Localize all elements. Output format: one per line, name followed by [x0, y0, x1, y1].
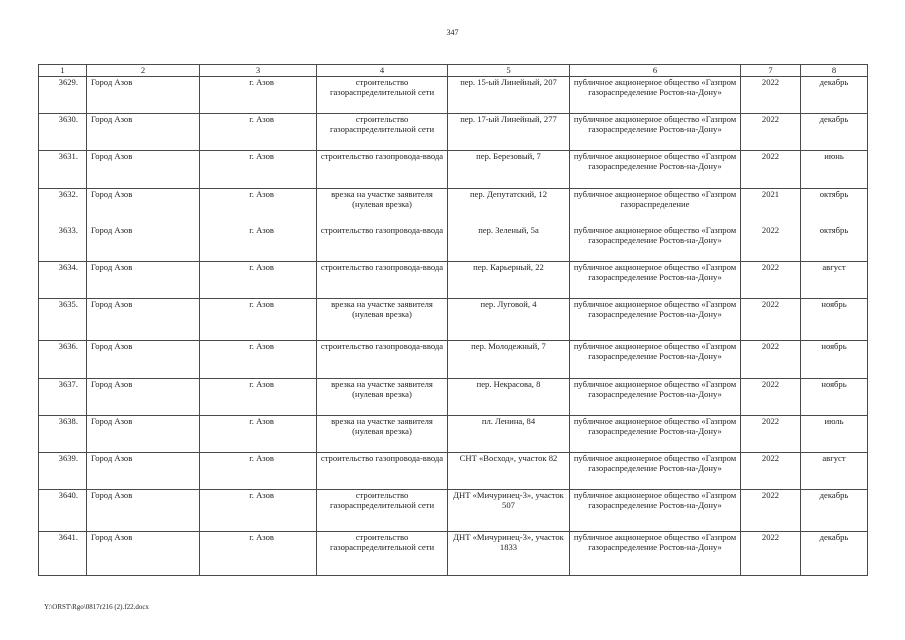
header-cell: 2: [87, 65, 200, 77]
month-cell: октябрь: [801, 189, 868, 225]
work-cell: врезка на участке заявителя (нулевая врезка): [317, 416, 448, 453]
month-cell: ноябрь: [801, 299, 868, 341]
month-cell: июль: [801, 416, 868, 453]
table-row: [39, 299, 868, 341]
locality-cell: г. Азов: [200, 299, 317, 341]
table-row: [39, 416, 868, 453]
header-cell: 1: [39, 65, 87, 77]
table-row: [39, 379, 868, 416]
header-cell: 4: [317, 65, 448, 77]
organization-cell: публичное акционерное общество «Газпром газораспределение Ростов-на-Дону»: [570, 114, 741, 151]
year-cell: 2022: [741, 225, 801, 262]
address-cell: пер. Некрасова, 8: [448, 379, 570, 416]
municipality-cell: Город Азов: [87, 299, 200, 341]
address-cell: ДНТ «Мичуринец-3», участок 507: [448, 490, 570, 532]
organization-cell: публичное акционерное общество «Газпром газораспределение: [570, 189, 741, 225]
data-table: [38, 64, 868, 576]
locality-cell: г. Азов: [200, 114, 317, 151]
year-cell: 2021: [741, 189, 801, 225]
month-cell: декабрь: [801, 490, 868, 532]
year-cell: 2022: [741, 532, 801, 576]
organization-cell: публичное акционерное общество «Газпром газораспределение Ростов-на-Дону»: [570, 299, 741, 341]
address-cell: пер. Карьерный, 22: [448, 262, 570, 299]
row-number: 3638.: [39, 416, 87, 453]
month-cell: июнь: [801, 151, 868, 189]
address-cell: пер. 15-ый Линейный, 207: [448, 77, 570, 114]
organization-cell: публичное акционерное общество «Газпром газораспределение Ростов-на-Дону»: [570, 453, 741, 490]
organization-cell: публичное акционерное общество «Газпром газораспределение Ростов-на-Дону»: [570, 416, 741, 453]
table-row: [39, 151, 868, 189]
header-cell: 5: [448, 65, 570, 77]
month-cell: ноябрь: [801, 341, 868, 379]
row-number: 3637.: [39, 379, 87, 416]
month-cell: август: [801, 453, 868, 490]
year-cell: 2022: [741, 379, 801, 416]
work-cell: врезка на участке заявителя (нулевая врезка): [317, 299, 448, 341]
row-number: 3633.: [39, 225, 87, 262]
table-row: [39, 532, 868, 576]
work-cell: строительство газопровода-ввода: [317, 225, 448, 262]
table-row: [39, 262, 868, 299]
locality-cell: г. Азов: [200, 490, 317, 532]
header-cell: 3: [200, 65, 317, 77]
municipality-cell: Город Азов: [87, 379, 200, 416]
year-cell: 2022: [741, 151, 801, 189]
municipality-cell: Город Азов: [87, 416, 200, 453]
row-number: 3630.: [39, 114, 87, 151]
municipality-cell: Город Азов: [87, 225, 200, 262]
page-number: 347: [446, 28, 459, 37]
month-cell: декабрь: [801, 532, 868, 576]
header-cell: 7: [741, 65, 801, 77]
table-row: [39, 77, 868, 114]
row-number: 3631.: [39, 151, 87, 189]
row-number: 3634.: [39, 262, 87, 299]
work-cell: строительство газораспределительной сети: [317, 490, 448, 532]
organization-cell: публичное акционерное общество «Газпром газораспределение Ростов-на-Дону»: [570, 151, 741, 189]
year-cell: 2022: [741, 262, 801, 299]
month-cell: октябрь: [801, 225, 868, 262]
organization-cell: публичное акционерное общество «Газпром газораспределение Ростов-на-Дону»: [570, 490, 741, 532]
year-cell: 2022: [741, 299, 801, 341]
locality-cell: г. Азов: [200, 189, 317, 225]
organization-cell: публичное акционерное общество «Газпром газораспределение Ростов-на-Дону»: [570, 77, 741, 114]
organization-cell: публичное акционерное общество «Газпром газораспределение Ростов-на-Дону»: [570, 262, 741, 299]
year-cell: 2022: [741, 77, 801, 114]
header-row: [39, 65, 868, 77]
municipality-cell: Город Азов: [87, 151, 200, 189]
locality-cell: г. Азов: [200, 453, 317, 490]
work-cell: врезка на участке заявителя (нулевая врезка): [317, 189, 448, 225]
address-cell: пер. Молодежный, 7: [448, 341, 570, 379]
locality-cell: г. Азов: [200, 77, 317, 114]
municipality-cell: Город Азов: [87, 262, 200, 299]
locality-cell: г. Азов: [200, 416, 317, 453]
municipality-cell: Город Азов: [87, 532, 200, 576]
year-cell: 2022: [741, 416, 801, 453]
row-number: 3640.: [39, 490, 87, 532]
table-row: [39, 341, 868, 379]
year-cell: 2022: [741, 114, 801, 151]
address-cell: СНТ «Восход», участок 82: [448, 453, 570, 490]
locality-cell: г. Азов: [200, 262, 317, 299]
organization-cell: публичное акционерное общество «Газпром газораспределение Ростов-на-Дону»: [570, 532, 741, 576]
work-cell: строительство газораспределительной сети: [317, 114, 448, 151]
address-cell: пл. Ленина, 84: [448, 416, 570, 453]
footer-file-path: Y:\ORST\Rgo\0817r216 (2).f22.docx: [44, 603, 149, 611]
month-cell: август: [801, 262, 868, 299]
address-cell: пер. Депутатский, 12: [448, 189, 570, 225]
month-cell: декабрь: [801, 114, 868, 151]
header-cell: 6: [570, 65, 741, 77]
municipality-cell: Город Азов: [87, 453, 200, 490]
organization-cell: публичное акционерное общество «Газпром газораспределение Ростов-на-Дону»: [570, 225, 741, 262]
municipality-cell: Город Азов: [87, 490, 200, 532]
work-cell: строительство газопровода-ввода: [317, 151, 448, 189]
municipality-cell: Город Азов: [87, 77, 200, 114]
locality-cell: г. Азов: [200, 379, 317, 416]
address-cell: пер. Березовый, 7: [448, 151, 570, 189]
row-number: 3639.: [39, 453, 87, 490]
work-cell: строительство газопровода-ввода: [317, 341, 448, 379]
work-cell: врезка на участке заявителя (нулевая врезка): [317, 379, 448, 416]
header-cell: 8: [801, 65, 868, 77]
row-number: 3635.: [39, 299, 87, 341]
year-cell: 2022: [741, 341, 801, 379]
municipality-cell: Город Азов: [87, 114, 200, 151]
row-number: 3629.: [39, 77, 87, 114]
address-cell: ДНТ «Мичуринец-3», участок 1833: [448, 532, 570, 576]
work-cell: строительство газопровода-ввода: [317, 453, 448, 490]
locality-cell: г. Азов: [200, 151, 317, 189]
table-row: [39, 189, 868, 225]
municipality-cell: Город Азов: [87, 189, 200, 225]
locality-cell: г. Азов: [200, 225, 317, 262]
table-row: [39, 453, 868, 490]
municipality-cell: Город Азов: [87, 341, 200, 379]
work-cell: строительство газопровода-ввода: [317, 262, 448, 299]
address-cell: пер. 17-ый Линейный, 277: [448, 114, 570, 151]
work-cell: строительство газораспределительной сети: [317, 532, 448, 576]
year-cell: 2022: [741, 490, 801, 532]
organization-cell: публичное акционерное общество «Газпром газораспределение Ростов-на-Дону»: [570, 341, 741, 379]
work-cell: строительство газораспределительной сети: [317, 77, 448, 114]
table-row: [39, 225, 868, 262]
locality-cell: г. Азов: [200, 532, 317, 576]
locality-cell: г. Азов: [200, 341, 317, 379]
row-number: 3632.: [39, 189, 87, 225]
row-number: 3641.: [39, 532, 87, 576]
month-cell: декабрь: [801, 77, 868, 114]
address-cell: пер. Луговой, 4: [448, 299, 570, 341]
table-row: [39, 490, 868, 532]
row-number: 3636.: [39, 341, 87, 379]
month-cell: ноябрь: [801, 379, 868, 416]
year-cell: 2022: [741, 453, 801, 490]
address-cell: пер. Зеленый, 5а: [448, 225, 570, 262]
organization-cell: публичное акционерное общество «Газпром газораспределение Ростов-на-Дону»: [570, 379, 741, 416]
table-row: [39, 114, 868, 151]
